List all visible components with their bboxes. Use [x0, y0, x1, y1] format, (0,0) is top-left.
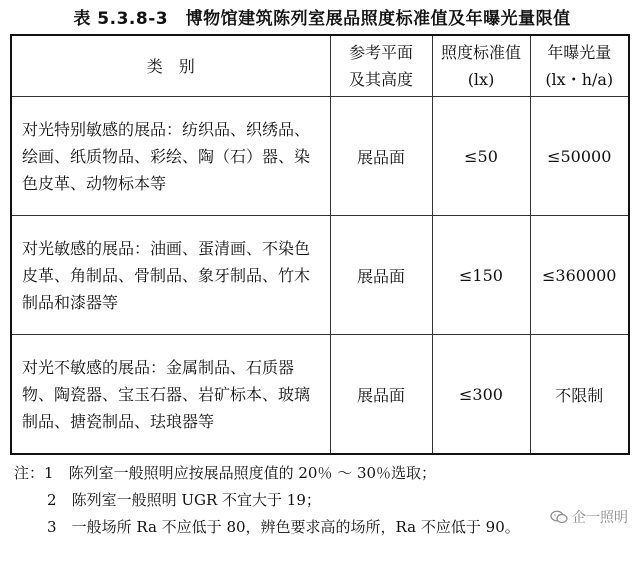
exposure-cell: 不限制 — [530, 335, 629, 455]
illuminance-cell: ≤150 — [432, 216, 530, 335]
note-number: 3 — [47, 518, 57, 536]
table-row — [11, 335, 629, 455]
table-row — [11, 216, 629, 335]
illuminance-cell: ≤50 — [432, 97, 530, 216]
header-annual-exposure: 年曝光量 (lx・h/a) — [530, 35, 629, 97]
header-category: 类 别 — [11, 35, 330, 97]
plane-cell: 展品面 — [330, 335, 432, 455]
table-title: 表 5.3.8-3 博物馆建筑陈列室展品照度标准值及年曝光量限值 — [73, 9, 571, 29]
header-row — [11, 35, 629, 97]
wechat-icon — [550, 510, 568, 524]
note-item — [14, 460, 634, 487]
table-notes — [14, 460, 634, 541]
table-row — [11, 97, 629, 216]
watermark — [550, 507, 628, 527]
illuminance-cell: ≤300 — [432, 335, 530, 455]
note-text: 陈列室一般照明应按展品照度值的 20％ ～ 30％选取； — [68, 464, 437, 482]
note-item — [14, 514, 634, 541]
note-text: 陈列室一般照明 UGR 不宜大于 19； — [71, 491, 321, 509]
note-text: 一般场所 Ra 不应低于 80，辨色要求高的场所，Ra 不应低于 90。 — [71, 518, 520, 536]
note-number: 1 — [44, 464, 54, 482]
category-cell: 对光敏感的展品：油画、蛋清画、不染色皮革、角制品、骨制品、象牙制品、竹木制品和漆器等 — [11, 216, 330, 335]
header-reference-plane: 参考平面 及其高度 — [330, 35, 432, 97]
exposure-cell: ≤360000 — [530, 216, 629, 335]
exposure-cell: ≤50000 — [530, 97, 629, 216]
category-cell: 对光不敏感的展品：金属制品、石质器物、陶瓷器、宝玉石器、岩矿标本、玻璃制品、搪瓷制品、珐琅器等 — [11, 335, 330, 455]
plane-cell: 展品面 — [330, 97, 432, 216]
illuminance-table — [10, 34, 630, 455]
watermark-text: 企一照明 — [572, 510, 628, 526]
notes-prefix: 注： — [14, 464, 45, 482]
header-illuminance: 照度标准值 (lx) — [432, 35, 530, 97]
note-item — [14, 487, 634, 514]
category-cell: 对光特别敏感的展品：纺织品、织绣品、绘画、纸质物品、彩绘、陶（石）器、染色皮革、动物标本等 — [11, 97, 330, 216]
plane-cell: 展品面 — [330, 216, 432, 335]
note-number: 2 — [47, 491, 57, 509]
